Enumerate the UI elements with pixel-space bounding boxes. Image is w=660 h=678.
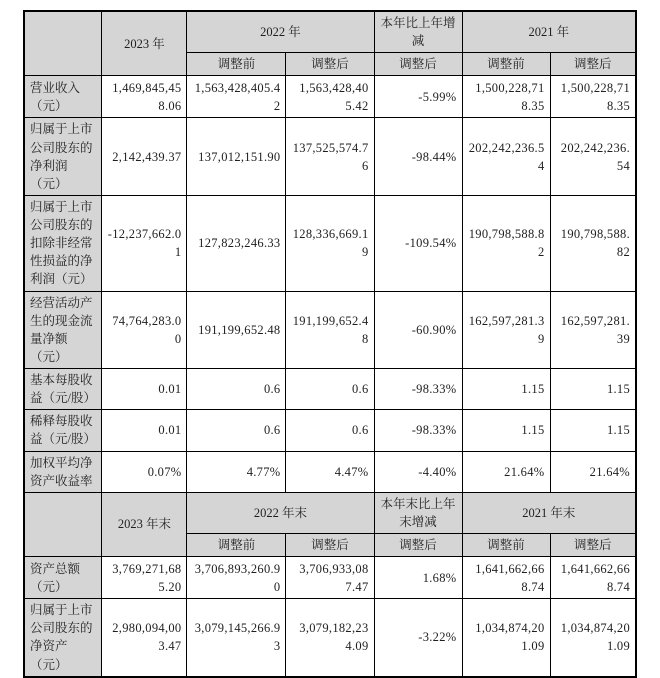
section1-sub-2022-pre: 调整前 — [187, 53, 286, 76]
cell-2022-pre: 0.6 — [187, 410, 286, 451]
section2-sub-change-post: 调整后 — [374, 534, 462, 557]
cell-2021-pre: 1,034,874,201.09 — [462, 599, 550, 677]
cell-2023: 2,142,439.37 — [102, 118, 187, 196]
cell-2023: 1,469,845,458.06 — [102, 76, 187, 118]
section1-col-2023: 2023 年 — [102, 11, 187, 76]
row-label: 稀释每股收益（元/股） — [24, 410, 102, 451]
section1-sub-change-post: 调整后 — [374, 53, 462, 76]
cell-2021-pre: 1,500,228,718.35 — [462, 76, 550, 118]
financial-summary-table — [23, 10, 637, 678]
cell-change: -5.99% — [374, 76, 462, 118]
cell-2022-post: 128,336,669.19 — [286, 195, 374, 291]
cell-2023: 0.07% — [102, 451, 187, 492]
cell-2021-post: 1,500,228,718.35 — [550, 76, 636, 118]
cell-2022-pre: 127,823,246.33 — [187, 195, 286, 291]
cell-2022-post: 191,199,652.48 — [286, 291, 374, 369]
cell-2021-pre: 1,641,662,668.74 — [462, 557, 550, 599]
section2-col-2022-group: 2022 年末 — [187, 492, 374, 533]
cell-2022-pre: 191,199,652.48 — [187, 291, 286, 369]
section2-col-change: 本年末比上年末增减 — [374, 492, 462, 533]
section1-col-2022-group: 2022 年 — [187, 11, 374, 53]
cell-2022-post: 1,563,428,405.42 — [286, 76, 374, 118]
cell-2023: 0.01 — [102, 369, 187, 410]
table-row — [24, 369, 636, 410]
section1-sub-2021-pre: 调整前 — [462, 53, 550, 76]
cell-2022-post: 3,706,933,087.47 — [286, 557, 374, 599]
cell-2023: 2,980,094,003.47 — [102, 599, 187, 677]
cell-2022-post: 3,079,182,234.09 — [286, 599, 374, 677]
cell-2022-pre: 137,012,151.90 — [187, 118, 286, 196]
section2-col-2023: 2023 年末 — [102, 492, 187, 556]
section2-sub-2021-post: 调整后 — [550, 534, 636, 557]
cell-2023: -12,237,662.01 — [102, 195, 187, 291]
section1-header-row-1 — [24, 11, 636, 53]
cell-2022-post: 137,525,574.76 — [286, 118, 374, 196]
section2-corner-cell — [24, 492, 102, 556]
section2-sub-2022-post: 调整后 — [286, 534, 374, 557]
cell-2023: 0.01 — [102, 410, 187, 451]
cell-2022-pre: 1,563,428,405.42 — [187, 76, 286, 118]
cell-2021-post: 21.64% — [550, 451, 636, 492]
cell-2022-pre: 3,079,145,266.93 — [187, 599, 286, 677]
cell-2022-pre: 3,706,893,260.90 — [187, 557, 286, 599]
table-row — [24, 76, 636, 118]
table-row — [24, 195, 636, 291]
table-row — [24, 291, 636, 369]
table-row — [24, 410, 636, 451]
section1-col-change: 本年比上年增减 — [374, 11, 462, 53]
cell-2023: 74,764,283.00 — [102, 291, 187, 369]
section2-sub-2021-pre: 调整前 — [462, 534, 550, 557]
row-label: 经营活动产生的现金流量净额（元） — [24, 291, 102, 369]
cell-2021-post: 162,597,281.39 — [550, 291, 636, 369]
cell-2022-pre: 4.77% — [187, 451, 286, 492]
cell-2021-pre: 21.64% — [462, 451, 550, 492]
cell-2022-post: 0.6 — [286, 369, 374, 410]
cell-2021-post: 190,798,588.82 — [550, 195, 636, 291]
row-label: 基本每股收益（元/股） — [24, 369, 102, 410]
section1-sub-2021-post: 调整后 — [550, 53, 636, 76]
section1-corner-cell — [24, 11, 102, 76]
cell-change: -98.33% — [374, 369, 462, 410]
cell-2021-pre: 1.15 — [462, 369, 550, 410]
table-row — [24, 118, 636, 196]
cell-2021-pre: 162,597,281.39 — [462, 291, 550, 369]
cell-change: -4.40% — [374, 451, 462, 492]
cell-2022-pre: 0.6 — [187, 369, 286, 410]
cell-2021-post: 1.15 — [550, 410, 636, 451]
cell-change: -60.90% — [374, 291, 462, 369]
section2-col-2021-group: 2021 年末 — [462, 492, 636, 533]
cell-2021-post: 1.15 — [550, 369, 636, 410]
section2-sub-2022-pre: 调整前 — [187, 534, 286, 557]
cell-2021-post: 1,034,874,201.09 — [550, 599, 636, 677]
table-row — [24, 557, 636, 599]
row-label: 归属于上市公司股东的净利润（元） — [24, 118, 102, 196]
table-row — [24, 599, 636, 677]
cell-2021-pre: 202,242,236.54 — [462, 118, 550, 196]
cell-change: -98.33% — [374, 410, 462, 451]
cell-2021-pre: 190,798,588.82 — [462, 195, 550, 291]
section2-header-row-1 — [24, 492, 636, 533]
row-label: 归属于上市公司股东的扣除非经常性损益的净利润（元） — [24, 195, 102, 291]
cell-change: -109.54% — [374, 195, 462, 291]
row-label: 归属于上市公司股东的净资产（元） — [24, 599, 102, 677]
cell-change: -3.22% — [374, 599, 462, 677]
section1-col-2021-group: 2021 年 — [462, 11, 636, 53]
cell-2021-post: 1,641,662,668.74 — [550, 557, 636, 599]
cell-2021-post: 202,242,236.54 — [550, 118, 636, 196]
table-row — [24, 451, 636, 492]
cell-2021-pre: 1.15 — [462, 410, 550, 451]
cell-change: 1.68% — [374, 557, 462, 599]
section1-sub-2022-post: 调整后 — [286, 53, 374, 76]
row-label: 资产总额（元） — [24, 557, 102, 599]
cell-change: -98.44% — [374, 118, 462, 196]
cell-2023: 3,769,271,685.20 — [102, 557, 187, 599]
cell-2022-post: 4.47% — [286, 451, 374, 492]
row-label: 加权平均净资产收益率 — [24, 451, 102, 492]
row-label: 营业收入（元） — [24, 76, 102, 118]
cell-2022-post: 0.6 — [286, 410, 374, 451]
